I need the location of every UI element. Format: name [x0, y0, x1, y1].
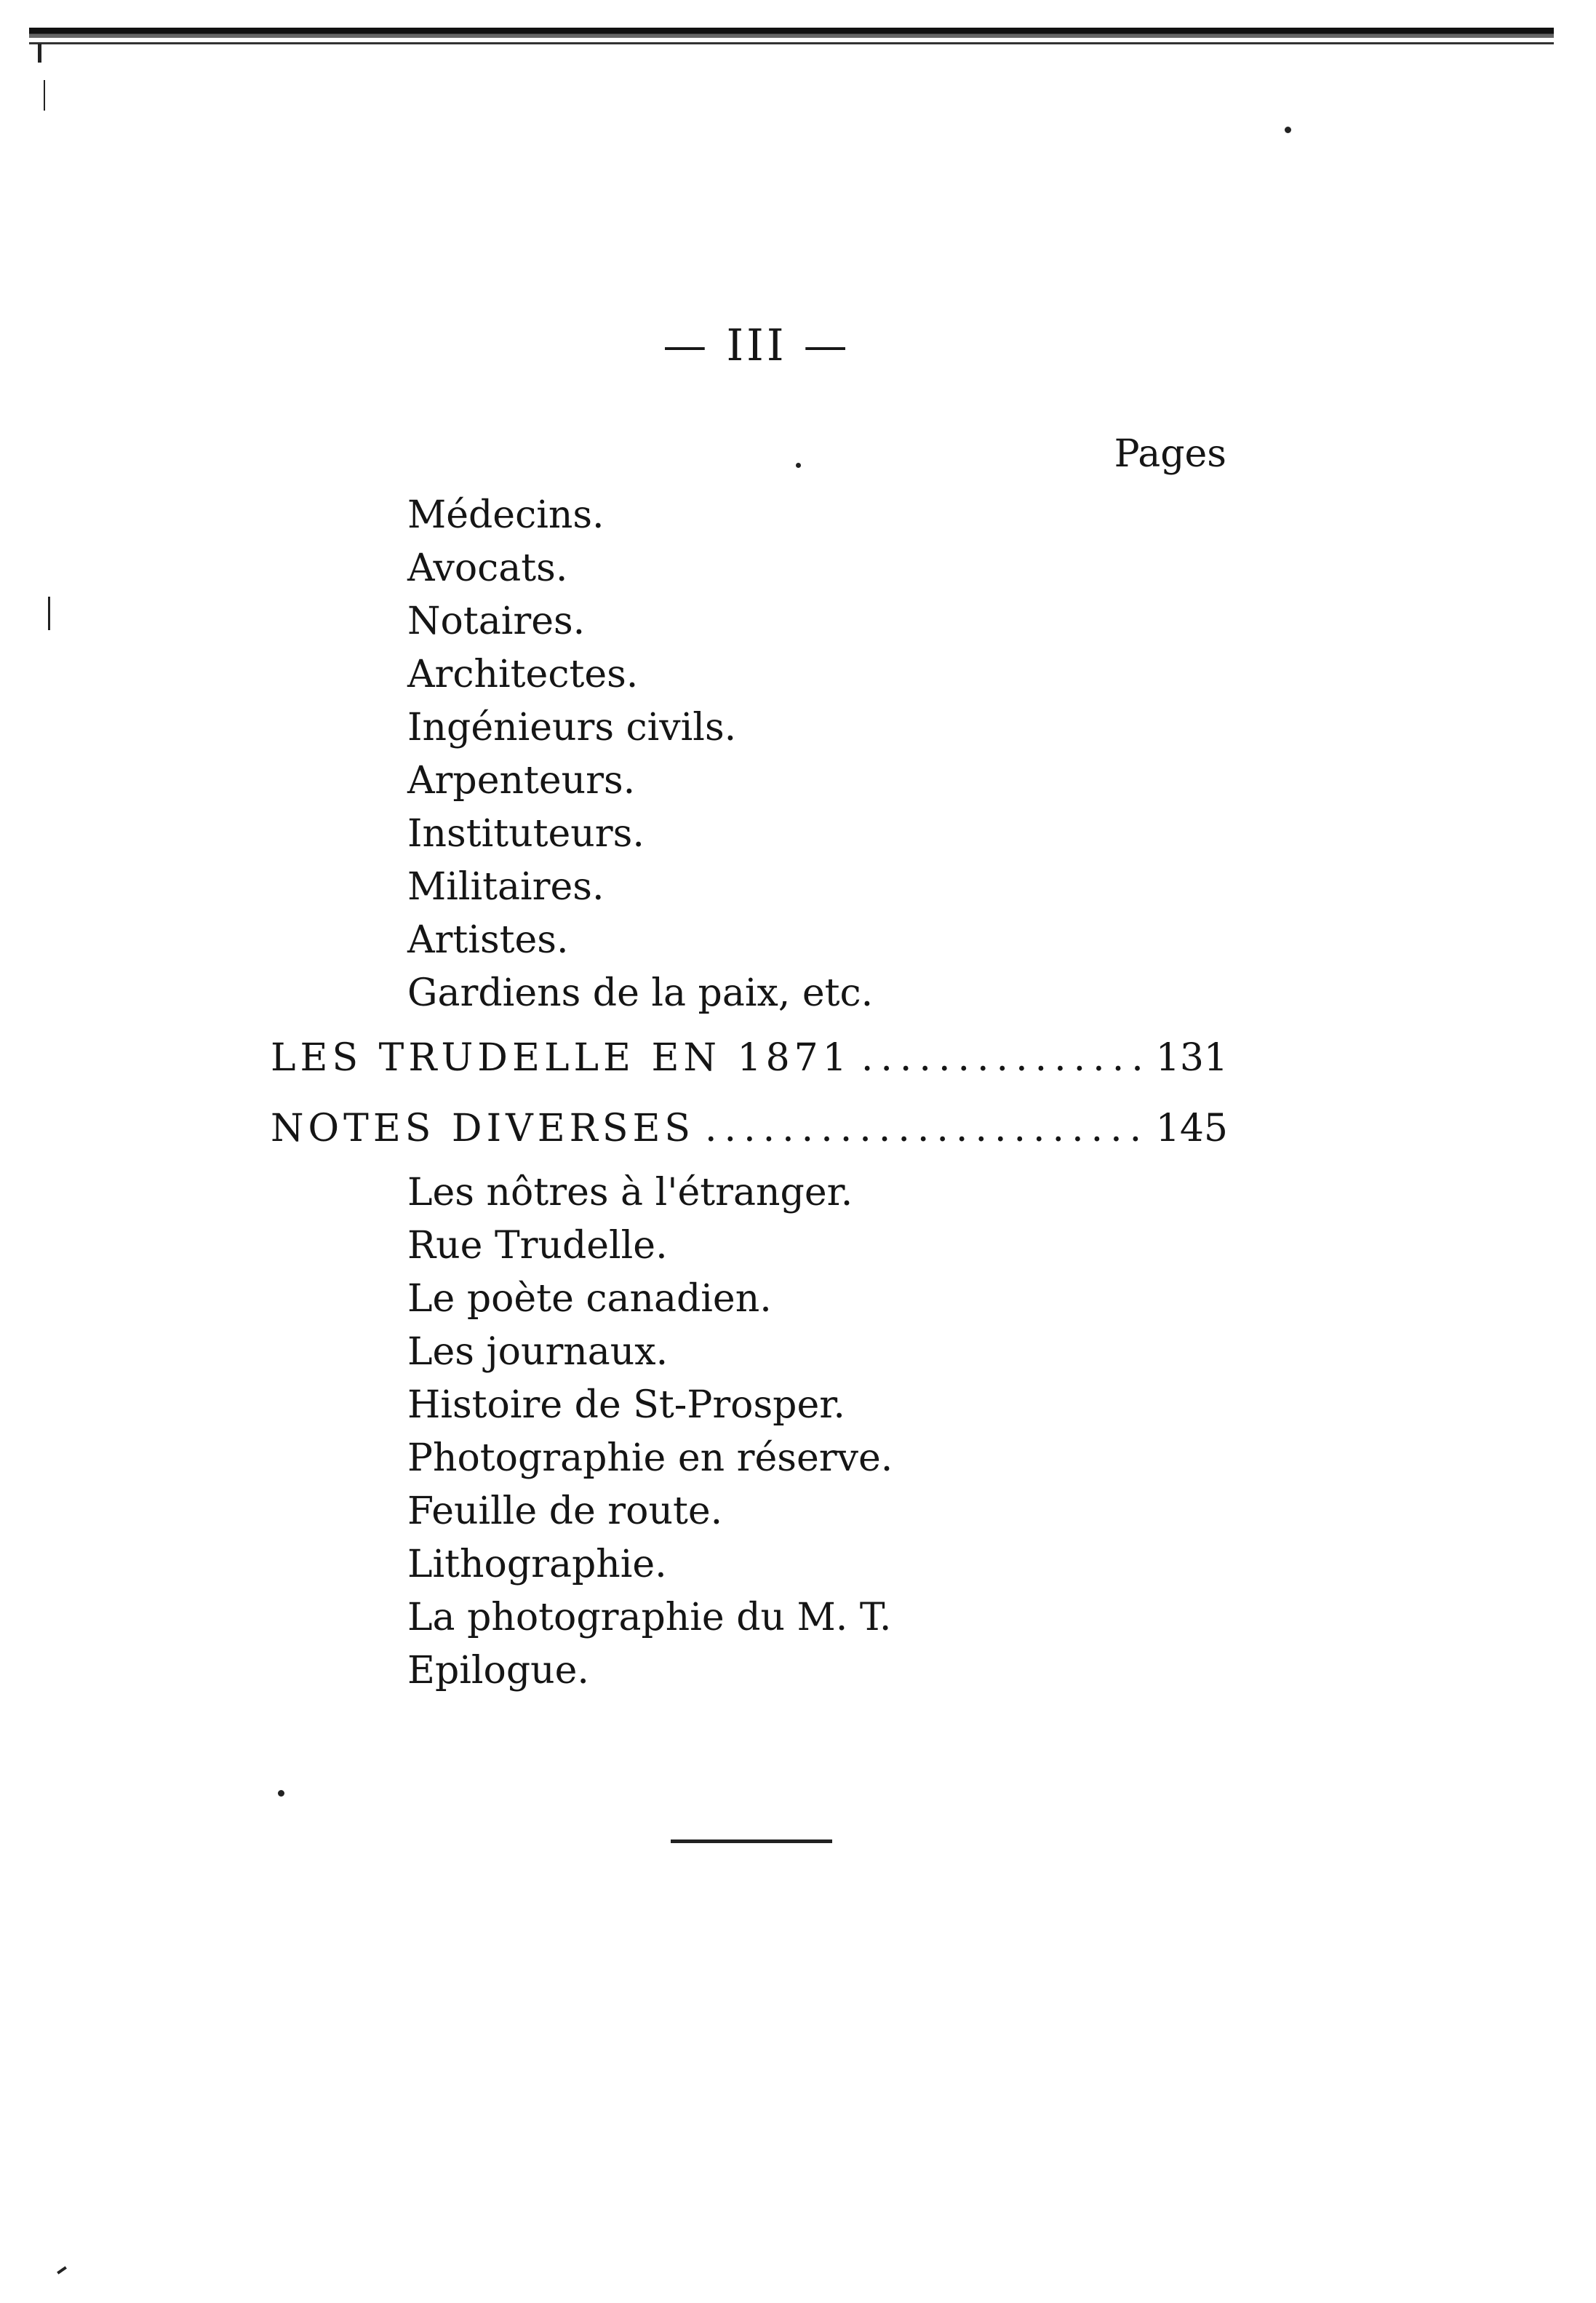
toc-entry-page: 131	[1155, 1036, 1228, 1080]
toc-subitem: Gardiens de la paix, etc.	[407, 971, 874, 1015]
toc-entry	[271, 1036, 1228, 1080]
toc-subitem: Les journaux.	[407, 1330, 669, 1374]
toc-subitem: Architectes.	[407, 653, 639, 696]
toc-subitem: La photographie du M. T.	[407, 1596, 892, 1639]
toc-subitem: Le poète canadien.	[407, 1277, 772, 1321]
top-border-rule-thin	[29, 42, 1554, 44]
toc-subitem: Artistes.	[407, 918, 569, 962]
dot-leader	[705, 1110, 1146, 1147]
ink-speck	[1285, 127, 1291, 133]
bottom-edge-mark	[57, 2266, 67, 2274]
toc-subitem: Notaires.	[407, 600, 586, 643]
toc-subitem: Histoire de St-Prosper.	[407, 1383, 845, 1427]
toc-subitem: Instituteurs.	[407, 812, 645, 856]
closing-rule	[671, 1839, 832, 1843]
toc-subitem: Avocats.	[407, 546, 568, 590]
toc-subitem: Les nôtres à l'étranger.	[407, 1171, 853, 1214]
left-edge-mark	[44, 80, 45, 111]
pages-column-header: Pages	[1114, 432, 1226, 476]
toc-subitem: Militaires.	[407, 865, 605, 909]
top-border-rule	[29, 28, 1554, 38]
toc-subitem: Epilogue.	[407, 1649, 589, 1693]
left-edge-mark	[48, 597, 50, 630]
toc-subitem: Photographie en réserve.	[407, 1436, 893, 1480]
toc-subitem: Arpenteurs.	[407, 759, 636, 803]
left-edge-mark	[38, 44, 41, 63]
toc-entry-page: 145	[1155, 1107, 1228, 1150]
ink-speck	[796, 463, 801, 468]
toc-subitem: Feuille de route.	[407, 1489, 723, 1533]
toc-subitem: Médecins.	[407, 493, 605, 537]
toc-subitem: Lithographie.	[407, 1543, 667, 1586]
toc-entry	[271, 1107, 1228, 1150]
page-number: — III —	[663, 320, 850, 371]
toc-subitem: Ingénieurs civils.	[407, 706, 737, 749]
toc-entry-title: LES TRUDELLE EN 1871	[271, 1036, 851, 1080]
dot-leader	[861, 1039, 1146, 1077]
ink-speck	[278, 1790, 284, 1797]
toc-subitem: Rue Trudelle.	[407, 1224, 668, 1268]
toc-entry-title: NOTES DIVERSES	[271, 1107, 695, 1150]
